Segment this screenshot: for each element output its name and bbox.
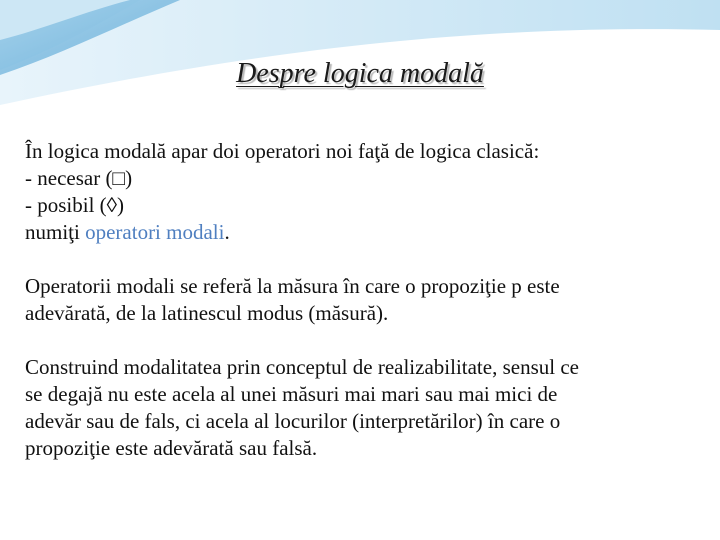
realizability-line-2: se degajă nu este acela al unei măsuri mai mari sau mai mici de <box>25 382 558 406</box>
highlighted-term: operatori modali <box>85 220 225 244</box>
intro-line: În logica modală apar doi operatori noi faţă de logica clasică: <box>25 139 540 163</box>
named-line <box>25 219 705 246</box>
paragraph-realizability <box>25 354 705 462</box>
paragraph-gap <box>25 246 705 273</box>
named-suffix: . <box>224 220 230 244</box>
realizability-line-3: adevăr sau de fals, ci acela al locurilor (interpretărilor) în care o <box>25 409 561 433</box>
operator-necessary: - necesar (□) <box>25 166 133 190</box>
realizability-line-1: Construind modalitatea prin conceptul de realizabilitate, sensul ce <box>25 355 579 379</box>
modus-line-1: Operatorii modali se referă la măsura în care o propoziţie p este <box>25 274 560 298</box>
paragraph-modus <box>25 273 705 327</box>
named-prefix: numiţi <box>25 220 86 244</box>
slide-body <box>25 138 705 462</box>
slide-title: Despre logica modală <box>236 58 484 89</box>
paragraph-operators <box>25 138 705 246</box>
operator-possible: - posibil (◊) <box>25 193 125 217</box>
modus-line-2: adevărată, de la latinescul modus (măsură). <box>25 301 389 325</box>
paragraph-gap <box>25 327 705 354</box>
realizability-line-4: propoziţie este adevărată sau falsă. <box>25 436 318 460</box>
